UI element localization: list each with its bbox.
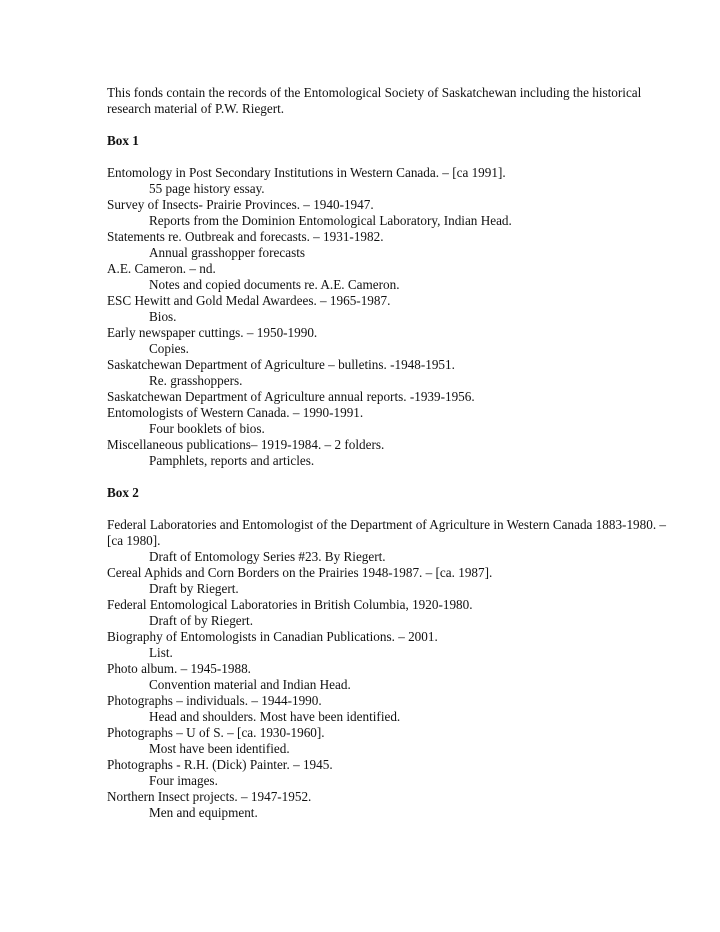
list-item bbox=[107, 325, 667, 357]
entry-title: Entomologists of Western Canada. – 1990-1991. bbox=[107, 405, 364, 420]
entry-note: Pamphlets, reports and articles. bbox=[149, 453, 315, 468]
entry-title: Photographs – U of S. – [ca. 1930-1960]. bbox=[107, 725, 325, 740]
entry-title: Saskatchewan Department of Agriculture – bulletins. -1948-1951. bbox=[107, 357, 455, 372]
list-item bbox=[107, 517, 667, 565]
entry-note: 55 page history essay. bbox=[149, 181, 265, 196]
entry-note: Draft by Riegert. bbox=[149, 581, 239, 596]
entry-note: Reports from the Dominion Entomological Laboratory, Indian Head. bbox=[149, 213, 512, 228]
list-item bbox=[107, 165, 667, 197]
entry-list bbox=[107, 517, 667, 821]
entry-note: Four images. bbox=[149, 773, 218, 788]
entry-note: Re. grasshoppers. bbox=[149, 373, 243, 388]
entry-title: Photo album. – 1945-1988. bbox=[107, 661, 251, 676]
entry-title: ESC Hewitt and Gold Medal Awardees. – 1965-1987. bbox=[107, 293, 391, 308]
list-item bbox=[107, 597, 667, 629]
entry-note: Most have been identified. bbox=[149, 741, 290, 756]
list-item bbox=[107, 405, 667, 437]
list-item bbox=[107, 197, 667, 229]
entry-note: Copies. bbox=[149, 341, 189, 356]
intro-paragraph: This fonds contain the records of the Entomological Society of Saskatchewan including the historical research material of P.W. Riegert. bbox=[107, 85, 642, 116]
entry-title: Statements re. Outbreak and forecasts. – 1931-1982. bbox=[107, 229, 384, 244]
entry-note: Annual grasshopper forecasts bbox=[149, 245, 306, 260]
box-heading: Box 1 bbox=[107, 133, 139, 148]
document-page bbox=[107, 85, 667, 837]
box-section bbox=[107, 485, 667, 821]
list-item bbox=[107, 725, 667, 757]
entry-title: Biography of Entomologists in Canadian Publications. – 2001. bbox=[107, 629, 438, 644]
entry-title: Photographs – individuals. – 1944-1990. bbox=[107, 693, 322, 708]
list-item bbox=[107, 661, 667, 693]
entry-note: Head and shoulders. Most have been identified. bbox=[149, 709, 401, 724]
list-item bbox=[107, 229, 667, 261]
entry-title: Cereal Aphids and Corn Borders on the Prairies 1948-1987. – [ca. 1987]. bbox=[107, 565, 493, 580]
list-item bbox=[107, 565, 667, 597]
entry-title: Early newspaper cuttings. – 1950-1990. bbox=[107, 325, 318, 340]
entry-note: Notes and copied documents re. A.E. Cameron. bbox=[149, 277, 400, 292]
entry-note: List. bbox=[149, 645, 173, 660]
entry-note: Draft of by Riegert. bbox=[149, 613, 253, 628]
entry-title: Saskatchewan Department of Agriculture annual reports. -1939-1956. bbox=[107, 389, 475, 404]
entry-title: Photographs - R.H. (Dick) Painter. – 1945. bbox=[107, 757, 333, 772]
list-item bbox=[107, 261, 667, 293]
entry-title: Miscellaneous publications– 1919-1984. – 2 folders. bbox=[107, 437, 385, 452]
list-item bbox=[107, 629, 667, 661]
entry-note: Convention material and Indian Head. bbox=[149, 677, 351, 692]
entry-title: A.E. Cameron. – nd. bbox=[107, 261, 216, 276]
entry-title: Northern Insect projects. – 1947-1952. bbox=[107, 789, 312, 804]
list-item bbox=[107, 789, 667, 821]
entry-title: Survey of Insects- Prairie Provinces. – 1940-1947. bbox=[107, 197, 374, 212]
list-item bbox=[107, 293, 667, 325]
entry-title: Federal Laboratories and Entomologist of the Department of Agriculture in Western Canada 1883-1980. – [ca 1980]. bbox=[107, 517, 667, 548]
box-list bbox=[107, 133, 667, 821]
list-item bbox=[107, 757, 667, 789]
entry-note: Men and equipment. bbox=[149, 805, 258, 820]
list-item bbox=[107, 357, 667, 389]
entry-title: Federal Entomological Laboratories in British Columbia, 1920-1980. bbox=[107, 597, 473, 612]
entry-note: Four booklets of bios. bbox=[149, 421, 265, 436]
list-item bbox=[107, 389, 667, 405]
list-item bbox=[107, 437, 667, 469]
entry-note: Draft of Entomology Series #23. By Riegert. bbox=[149, 549, 386, 564]
list-item bbox=[107, 693, 667, 725]
entry-list bbox=[107, 165, 667, 469]
box-heading: Box 2 bbox=[107, 485, 139, 500]
entry-note: Bios. bbox=[149, 309, 177, 324]
box-section bbox=[107, 133, 667, 469]
entry-title: Entomology in Post Secondary Institutions in Western Canada. – [ca 1991]. bbox=[107, 165, 506, 180]
